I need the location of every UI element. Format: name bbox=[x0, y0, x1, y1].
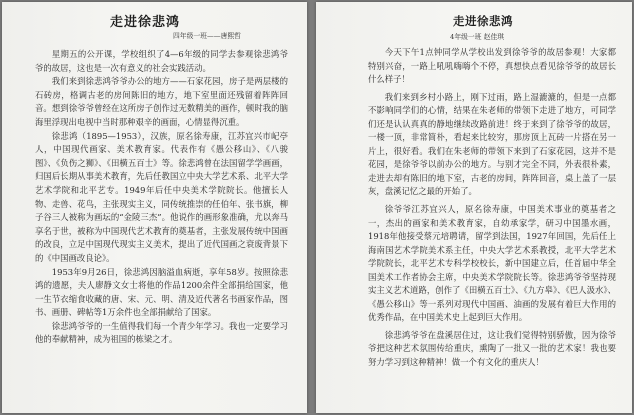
paragraph: 今天下午1点钟同学从学校出发到徐爷爷的故居参观！大家都特别兴奋，一路上吼吼嗨嗨个不停，真想快点看见徐爷爷的故居长什么样子！ bbox=[368, 47, 616, 85]
paragraph: 1953年9月26日，徐悲鸿因脑溢血病逝，享年58岁。按照徐悲鸿的遗愿，夫人廖静文女士将他的作品1200余件全部捐给国家，他一生节衣缩食收藏的唐、宋、元、明、清及近代著名书画家作品，图书、画册、碑帖等1万余件也全部捐献给了国家。 bbox=[35, 266, 288, 318]
essay-page-right bbox=[316, 2, 632, 413]
essay-body bbox=[35, 48, 288, 347]
page-title: 走进徐悲鸿 bbox=[110, 15, 181, 30]
author-line: 四年级一班——唐熙哲 bbox=[173, 32, 241, 40]
paragraph: 徐爷爷江苏宜兴人，原名徐寿康，中国美术事业的奠基者之一，杰出的画家和美术教育家，自幼承家学，研习中国墨水画，1918年他接受蔡元培聘请，留学到法国，1927年回国，先后任上海南国艺术学院美术系主任，中央大学艺术系教授，北平大学艺术学院院长，北平艺术专科学校校长，新中国建立后，任首届中华全国美术工作者协会主席，中央美术学院院长等。徐悲鸿爷爷坚持现实主义艺术道路，创作了《田横五百士》、《九方皋》、《巴人汲水》、《愚公移山》等一系列对现代中国画、油画的发展有着巨大作用的优秀作品，在中国美术史上起到巨大作用。 bbox=[368, 204, 616, 323]
paragraph: 徐悲鸿爷爷的一生值得我们每一个青少年学习。我也一定要学习他的奉献精神，成为祖国的栋梁之才。 bbox=[35, 320, 288, 345]
paragraph: 徐悲鸿（1895—1953），汉族，原名徐寿康，江苏宜兴市屺亭人，中国现代画家、美术教育家。代表作有《愚公移山》、《八骏图》、《负伤之狮》、《田横五百士》等。徐悲鸿曾在法国留学学画画，归国后长期从事美术教育，先后任教国立中央大学艺术系、北平大学艺术学院和北平艺专。1949年后任中央美术学院院长。他擅长人物、走兽、花鸟，主张现实主义，同传统推崇的任伯年、张书旗，柳子谷三人被称为画坛的“金陵三杰”。他说作的画形象准确，尤以奔马享名于世，被称为中国现代艺术教育的奠基者，主张发展传统中国画的改良，立足中国现代现实主义美术，提出了近代国画之衰废背景下的《中国画改良论》。 bbox=[35, 130, 288, 263]
paragraph: 我们来到乡村小路上，刚下过雨，路上湿漉漉的，但是一点都不影响同学们的心情，结果在朱老师的带领下走进了地方，可同学们还是认认真真的静地继续改路前进！终于来到了徐爷爷的故居，一楼一顶，非常简朴，看起来比较穷，那房顶上瓦砖一片搭在另一片上，很好看。我们在朱老师的带领下来到了石家花园，这并不是花园，是徐爷爷以前办公的地方。与别才完全不同，外表很朴素，走进去却有陈旧的地下室，古老的房间，阵阵回音，桌上盖了一层灰，盘溪记忆之最的开始了。 bbox=[368, 91, 616, 197]
essay-body bbox=[368, 46, 616, 370]
page-title: 走进徐悲鸿 bbox=[453, 14, 513, 28]
paragraph: 徐悲鸿爷爷在盘溪居住过，这让我们觉得特别骄傲，因为徐爷爷把这种艺术氛围传给重庆，熏陶了一批又一批的艺术家！我也要努力学习到这种精神！做一个有文化的重庆人！ bbox=[368, 329, 616, 368]
paragraph: 星期五的公开课，学校组织了4—6年级的同学去参观徐悲鸿爷爷的故居，这也是一次有意义的社会实践活动。 bbox=[35, 49, 288, 73]
author-line: 4年级一班 赵佳琪 bbox=[450, 33, 505, 41]
essay-page-left bbox=[2, 2, 307, 413]
paragraph: 我们来到徐悲鸿爷爷办公的地方——石家花园，房子是两层楼的石砖房，格调古老的房间陈旧的地方，地下室里面还残留着阵阵回音。想到徐爷爷曾经在这所房子创作过无数精美的画作，顿时我的脑海里浮现出电视中当时那种艰辛的画面，心情显得沉重。 bbox=[35, 76, 288, 127]
